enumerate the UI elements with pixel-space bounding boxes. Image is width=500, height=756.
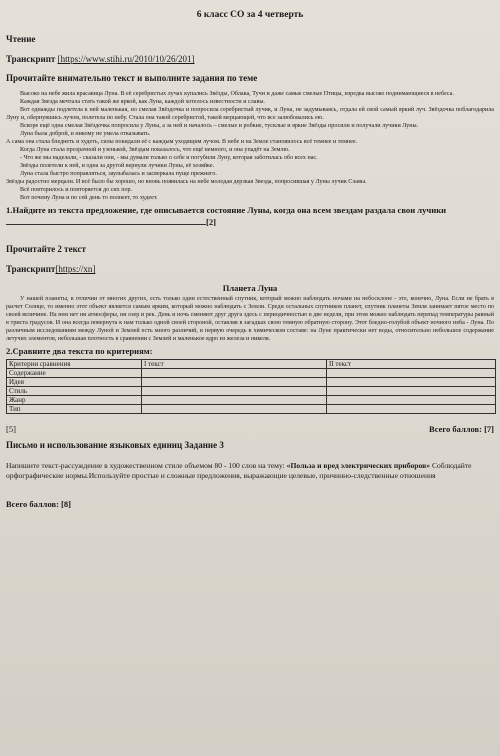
instruction-heading: Прочитайте внимательно текст и выполните задания по теме xyxy=(6,73,258,83)
text1-paragraph: Вот однажды подлетела к ней маленькая, но смелая Звёздочка и попросила серебристый лучик, и Луна, не задумываясь, отдала ей свой самый яркий луч. Звёздочка поблагодарила Луну и, обернувшись лучом, полетела по небу. Стала она такой серебристой, такой мерцающей, что все залюбовались ею. xyxy=(6,107,494,121)
text1-paragraph: Когда Луна стала прозрачной и узенькой, Звёздам показалось, что ещё немного, и она упадёт на Землю. xyxy=(20,147,290,153)
task-3-suffix: Соблюдайте орфографические нормы.Используйте простые и сложные предложения, выражающие целевые, причинно-следственные отношения xyxy=(6,461,472,480)
text1-paragraph: Луна стала быстро поправляться, заулыбалась и засверкала пуще прежнего. xyxy=(20,171,217,177)
score-row xyxy=(6,424,494,434)
table-row xyxy=(7,396,496,405)
answer-cell[interactable] xyxy=(142,387,327,396)
text1-paragraph: Всё повторилось и повторяется до сих пор. xyxy=(20,187,133,193)
transcript-label: Транскрипт xyxy=(6,54,56,64)
text1-paragraph: - Что же мы наделали, - сказали они, - мы думали только о себе и погубили Луну, которая заботилась обо всех нас. xyxy=(20,155,318,161)
table-header-row xyxy=(7,360,496,369)
question-1-text: 1.Найдите из текста предложение, где описывается состояние Луны, когда она всем звездам раздала свои лучики xyxy=(6,205,447,215)
criterion-cell: Тип xyxy=(7,405,142,414)
section2-total: Всего баллов: [7] xyxy=(429,424,494,434)
section3-total: Всего баллов: [8] xyxy=(6,499,71,509)
question-1-score: [2] xyxy=(206,217,217,227)
reading-heading: Чтение xyxy=(6,34,36,44)
transcript-link-2[interactable]: [https://xn] xyxy=(55,264,96,274)
table-row xyxy=(7,378,496,387)
criterion-cell: Стиль xyxy=(7,387,142,396)
answer-blank-1[interactable] xyxy=(6,216,206,225)
answer-cell[interactable] xyxy=(142,396,327,405)
answer-cell[interactable] xyxy=(142,369,327,378)
table-row xyxy=(7,369,496,378)
text1-paragraph: Звёзды полетели к ней, и одна за другой вернули лучики Луны, её хозяйке. xyxy=(20,163,215,169)
table-row xyxy=(7,405,496,414)
transcript-label-2: Транскрипт xyxy=(6,264,56,274)
text1-body xyxy=(6,90,494,202)
transcript-line-2 xyxy=(6,264,494,274)
text1-paragraph: Звёзды радостно мерцали. И всё было бы хорошо, но вновь появилась на небе молодая дерзкая Звезда, попросившая у Луны лучик Славы. xyxy=(6,179,367,185)
text2-title: Планета Луна xyxy=(222,283,278,293)
task-3-text xyxy=(6,461,494,481)
transcript-link-1[interactable]: [https://www.stihi.ru/2010/10/26/201] xyxy=(57,54,195,64)
answer-cell[interactable] xyxy=(327,369,496,378)
text1-paragraph: Каждая Звезда мечтала стать такой же яркой, как Луна, каждой хотелось известности и славы. xyxy=(20,99,265,105)
text1-paragraph: Вот почему Луна и по сей день то полнеет, то худеет. xyxy=(20,195,158,201)
text1-paragraph: Луна была доброй, и никому не умела отказывать. xyxy=(20,131,151,137)
table-header-cell: Критерии сравнения xyxy=(7,360,142,369)
read-text2-heading: Прочитайте 2 текст xyxy=(6,244,86,254)
answer-cell[interactable] xyxy=(142,405,327,414)
comparison-table xyxy=(6,359,496,414)
table-row xyxy=(7,387,496,396)
text1-paragraph: А сама она стала бледнеть и худеть, силы покидали её с каждым уходящим лучом. В небе и на Земле становилось всё темнее и темнее. xyxy=(6,139,358,145)
table-header-cell: I текст xyxy=(142,360,327,369)
answer-cell[interactable] xyxy=(142,378,327,387)
page-title: 6 класс СО за 4 четверть xyxy=(196,10,304,20)
question-1 xyxy=(6,205,494,228)
answer-cell[interactable] xyxy=(327,396,496,405)
table-header-cell: II текст xyxy=(327,360,496,369)
text2-paragraph: У нашей планеты, в отличии от многих других, есть только один естественный спутник, который можно наблюдать ночами на небосклоне - это, конечно, Луна. Если не брать в расчет Солнце, то именно этот объект является самым ярким, который можно наблюдать с Земли. Среди остальных спутников планет, спутник планеты Земля занимает пятое место по своей величине. На нем нет ни атмосферы, ни озер и рек. День и ночь сменяют друг друга здесь с периодичностью в две недели, при этом можно наблюдать перепад температуры равный в триста градусов. И она всегда повернута к нам только одной своей стороной, оставляя в загадках свою темную обратную сторону. Этот бледно-голубой объект ночного неба - Луна. По различным исследованиям между Луной и Землей есть много различий, в первую очередь в химическом составе: на Луне практически нет воды, относительно небольшое содержание летучих элементов, небольшая плотность в сравнении с Землей и маленькое ядро из железа и никеля. xyxy=(6,296,494,342)
answer-cell[interactable] xyxy=(327,405,496,414)
question-2-score: [5] xyxy=(6,424,16,434)
transcript-line-1 xyxy=(6,54,494,64)
text1-paragraph: Высоко на небе жила красавица Луна. В её серебристых лучах купались Звёзды, Облака, Тучи и даже самые смелые Птицы, изредка высоко поднимающиеся в небеса. xyxy=(20,91,454,97)
question-2: 2.Сравните два текста по критериям: xyxy=(6,346,153,356)
criterion-cell: Содержание xyxy=(7,369,142,378)
task-3-topic: «Польза и вред электрических приборов» xyxy=(286,461,431,470)
criterion-cell: Идея xyxy=(7,378,142,387)
writing-heading: Письмо и использование языковых единиц Задание 3 xyxy=(6,440,224,450)
answer-cell[interactable] xyxy=(327,387,496,396)
answer-cell[interactable] xyxy=(327,378,496,387)
text1-paragraph: Вскоре ещё одна смелая Звёздочка попросила у Луны, а за ней и началось – смелые и робкие, тусклые и яркие Звёзды просили и получали лучики Луны. xyxy=(20,123,419,129)
criterion-cell: Жанр xyxy=(7,396,142,405)
task-3-prefix: Напишите текст-рассуждение в художественном стиле объемом 80 - 100 слов на тему: xyxy=(6,461,287,470)
